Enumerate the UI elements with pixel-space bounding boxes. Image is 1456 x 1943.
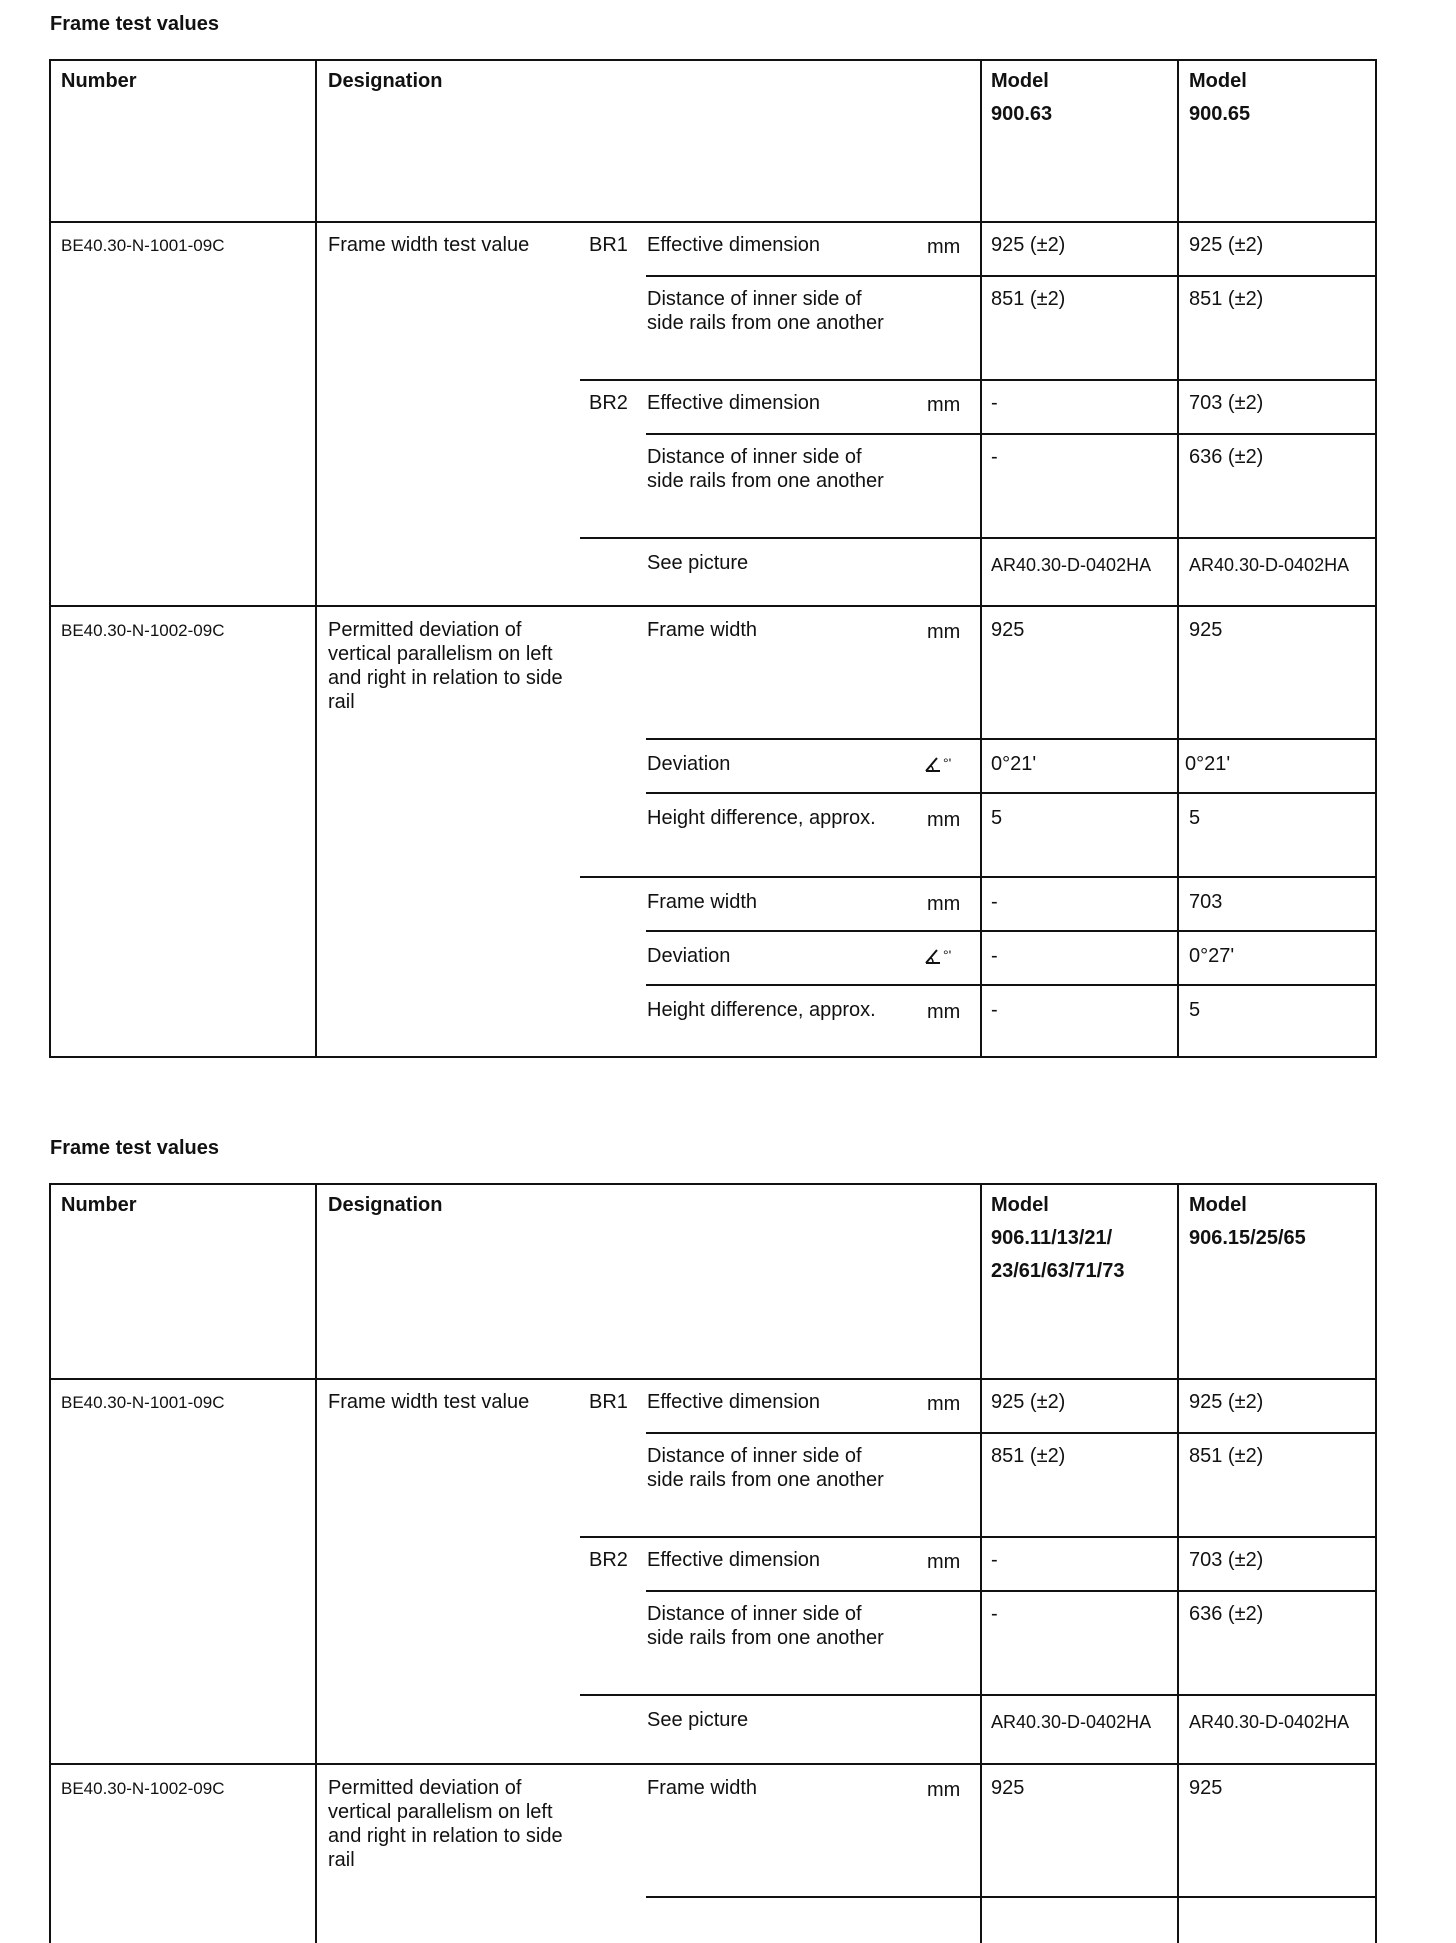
test-number: BE40.30-N-1002-09C <box>61 1779 225 1798</box>
col-divider <box>980 1185 982 1943</box>
row-label: Distance of inner side of side rails from one another <box>647 1445 884 1491</box>
header-designation: Designation <box>328 70 443 92</box>
row-unit: mm <box>927 394 961 416</box>
section-title: Frame test values <box>50 1137 219 1159</box>
value-a: - <box>991 891 998 913</box>
value-b: 703 (±2) <box>1189 1549 1264 1571</box>
row-divider <box>646 1896 1377 1898</box>
header-model-b-label: Model <box>1189 1194 1247 1216</box>
row-label: See picture <box>647 552 749 574</box>
value-b: 5 <box>1189 999 1201 1021</box>
row-divider <box>646 930 1377 932</box>
designation: Permitted deviation of vertical parallelism on left and right in relation to side rail <box>328 619 563 713</box>
value-b: 851 (±2) <box>1189 288 1264 310</box>
value-b: 636 (±2) <box>1189 1603 1264 1625</box>
header-model-a-value-line2: 23/61/63/71/73 <box>991 1260 1125 1282</box>
row-divider <box>646 433 1377 435</box>
value-a: - <box>991 999 998 1021</box>
value-b: 703 (±2) <box>1189 392 1264 414</box>
row-label: Effective dimension <box>647 1391 821 1413</box>
header-designation: Designation <box>328 1194 443 1216</box>
value-a: - <box>991 392 998 414</box>
value-a: - <box>991 945 998 967</box>
row-label: Distance of inner side of side rails from one another <box>647 288 884 334</box>
test-number: BE40.30-N-1001-09C <box>61 236 225 255</box>
header-model-b-value: 900.65 <box>1189 103 1251 125</box>
br-label: BR1 <box>589 1391 628 1413</box>
br-label: BR1 <box>589 234 628 256</box>
value-b: 703 <box>1189 891 1223 913</box>
angle-unit-text: °' <box>943 947 952 963</box>
angle-unit-text: °' <box>943 755 952 771</box>
row-divider <box>51 221 1377 223</box>
col-divider <box>980 61 982 1056</box>
row-divider <box>51 605 1377 607</box>
angle-icon <box>923 943 951 967</box>
br-label: BR2 <box>589 392 628 414</box>
value-a: 851 (±2) <box>991 288 1066 310</box>
row-divider <box>580 1536 1377 1538</box>
row-label: Frame width <box>647 1777 758 1799</box>
value-b: 0°21' <box>1185 753 1231 775</box>
row-label: Distance of inner side of side rails from one another <box>647 1603 884 1649</box>
row-label: Deviation <box>647 753 731 775</box>
col-divider <box>1177 1185 1179 1943</box>
br-label: BR2 <box>589 1549 628 1571</box>
value-b: 925 (±2) <box>1189 234 1264 256</box>
header-model-a-value: 900.63 <box>991 103 1053 125</box>
designation: Frame width test value <box>328 1391 530 1413</box>
row-divider <box>646 984 1377 986</box>
row-unit: mm <box>927 1779 961 1801</box>
section-title: Frame test values <box>50 13 219 35</box>
value-a: 925 (±2) <box>991 234 1066 256</box>
row-unit: mm <box>927 893 961 915</box>
row-unit: mm <box>927 1393 961 1415</box>
angle-icon <box>923 751 951 775</box>
row-label: Distance of inner side of side rails from one another <box>647 446 884 492</box>
row-label: Effective dimension <box>647 392 821 414</box>
value-a: - <box>991 446 998 468</box>
header-model-a-label: Model <box>991 70 1049 92</box>
row-divider <box>580 876 1377 878</box>
value-b: 851 (±2) <box>1189 1445 1264 1467</box>
value-b: 925 (±2) <box>1189 1391 1264 1413</box>
row-divider <box>580 1694 1377 1696</box>
col-divider <box>1177 61 1179 1056</box>
value-a: 851 (±2) <box>991 1445 1066 1467</box>
col-divider <box>315 61 317 1056</box>
value-a: - <box>991 1603 998 1625</box>
col-divider <box>315 1185 317 1943</box>
row-divider <box>580 379 1377 381</box>
row-divider <box>646 1432 1377 1434</box>
value-b: 5 <box>1189 807 1201 829</box>
row-divider <box>646 275 1377 277</box>
row-divider <box>646 738 1377 740</box>
row-divider <box>646 792 1377 794</box>
row-label: Frame width <box>647 891 758 913</box>
header-model-b-value: 906.15/25/65 <box>1189 1227 1306 1249</box>
value-a: - <box>991 1549 998 1571</box>
row-divider <box>580 537 1377 539</box>
value-a: 925 <box>991 619 1025 641</box>
value-a: 925 (±2) <box>991 1391 1066 1413</box>
test-number: BE40.30-N-1001-09C <box>61 1393 225 1412</box>
value-a: AR40.30-D-0402HA <box>991 555 1152 575</box>
header-number: Number <box>61 1194 137 1216</box>
value-a: 5 <box>991 807 1003 829</box>
value-b: 925 <box>1189 619 1223 641</box>
row-label: Effective dimension <box>647 1549 821 1571</box>
value-b: 925 <box>1189 1777 1223 1799</box>
row-label: Frame width <box>647 619 758 641</box>
frame-test-table <box>49 59 1377 1058</box>
value-b: AR40.30-D-0402HA <box>1189 555 1350 575</box>
designation: Frame width test value <box>328 234 530 256</box>
header-model-a-label: Model <box>991 1194 1049 1216</box>
header-model-b-label: Model <box>1189 70 1247 92</box>
row-unit: mm <box>927 621 961 643</box>
row-unit: mm <box>927 236 961 258</box>
row-divider <box>51 1378 1377 1380</box>
row-label: Effective dimension <box>647 234 821 256</box>
value-b: 0°27' <box>1189 945 1235 967</box>
designation: Permitted deviation of vertical parallelism on left and right in relation to side rail <box>328 1777 563 1871</box>
row-label: Height difference, approx. <box>647 999 876 1021</box>
frame-test-table <box>49 1183 1377 1943</box>
row-unit: mm <box>927 1001 961 1023</box>
row-label: See picture <box>647 1709 749 1731</box>
row-label: Height difference, approx. <box>647 807 876 829</box>
value-a: AR40.30-D-0402HA <box>991 1712 1152 1732</box>
row-unit: mm <box>927 1551 961 1573</box>
value-b: 636 (±2) <box>1189 446 1264 468</box>
row-divider <box>51 1763 1377 1765</box>
value-b: AR40.30-D-0402HA <box>1189 1712 1350 1732</box>
value-a: 925 <box>991 1777 1025 1799</box>
row-divider <box>646 1590 1377 1592</box>
header-model-a-value-line1: 906.11/13/21/ <box>991 1227 1113 1249</box>
row-unit: mm <box>927 809 961 831</box>
test-number: BE40.30-N-1002-09C <box>61 621 225 640</box>
value-a: 0°21' <box>991 753 1037 775</box>
row-label: Deviation <box>647 945 731 967</box>
header-number: Number <box>61 70 137 92</box>
